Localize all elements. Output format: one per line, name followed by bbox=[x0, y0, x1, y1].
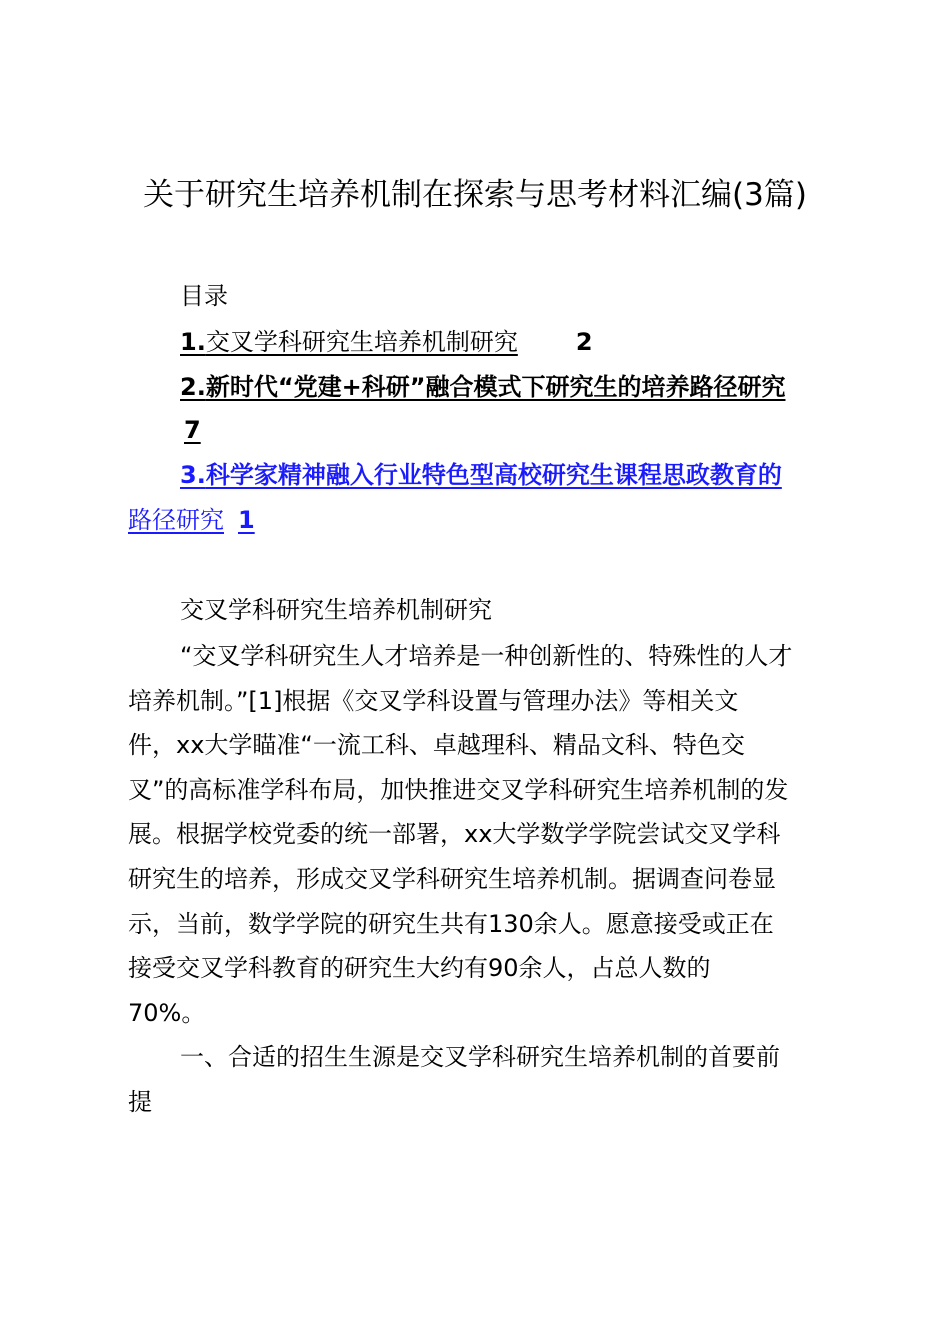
heading-line: 提 bbox=[128, 1087, 152, 1116]
body-line: 接受交叉学科教育的研究生大约有90余人，占总人数的 bbox=[128, 954, 711, 983]
body-line: 70%。 bbox=[128, 998, 206, 1027]
toc-item-1-number: 1. bbox=[180, 328, 206, 356]
toc-item-1-text: 交叉学科研究生培养机制研究 bbox=[205, 328, 518, 356]
toc-item-2-page: 7 bbox=[184, 416, 201, 444]
toc-item-2-continuation[interactable] bbox=[130, 408, 201, 452]
body-line: “交叉学科研究生人才培养是一种创新性的、特殊性的人才 bbox=[180, 642, 793, 670]
toc-item-3-page: 1 bbox=[238, 506, 255, 534]
subsection-heading bbox=[128, 1035, 838, 1124]
body-line: 培养机制。”[1]根据《交叉学科设置与管理办法》等相关文 bbox=[128, 686, 739, 715]
toc-label: 目录 bbox=[180, 282, 228, 310]
body-line: 叉”的高标准学科布局，加快推进交叉学科研究生培养机制的发 bbox=[128, 775, 789, 804]
body-paragraph bbox=[128, 634, 838, 1035]
toc-item-3-text-line2: 路径研究 bbox=[128, 506, 224, 534]
heading-line: 一、合适的招生生源是交叉学科研究生培养机制的首要前 bbox=[180, 1043, 780, 1071]
toc-item-3-continuation[interactable] bbox=[128, 498, 255, 542]
body-line: 件，xx大学瞄准“一流工科、卓越理科、精品文科、特色交 bbox=[128, 731, 745, 760]
body-line: 示，当前，数学学院的研究生共有130余人。愿意接受或正在 bbox=[128, 909, 774, 938]
toc-item-2-text: 新时代“党建+科研”融合模式下研究生的培养路径研究 bbox=[205, 373, 786, 401]
toc-item-1-page: 2 bbox=[575, 328, 593, 356]
toc-item-3-number: 3. bbox=[180, 461, 206, 489]
document-title: 关于研究生培养机制在探索与思考材料汇编(3篇) bbox=[143, 177, 807, 213]
section-title: 交叉学科研究生培养机制研究 bbox=[180, 596, 492, 624]
toc-item-2[interactable] bbox=[180, 365, 785, 409]
toc-leader bbox=[130, 408, 184, 452]
toc-item-3[interactable] bbox=[180, 453, 782, 497]
toc-item-3-text: 科学家精神融入行业特色型高校研究生课程思政教育的 bbox=[205, 461, 782, 489]
body-line: 研究生的培养，形成交叉学科研究生培养机制。据调查问卷显 bbox=[128, 864, 776, 893]
toc-item-2-number: 2. bbox=[180, 373, 206, 401]
toc-item-1[interactable] bbox=[180, 320, 593, 364]
body-line: 展。根据学校党委的统一部署，xx大学数学学院尝试交叉学科 bbox=[128, 820, 781, 849]
